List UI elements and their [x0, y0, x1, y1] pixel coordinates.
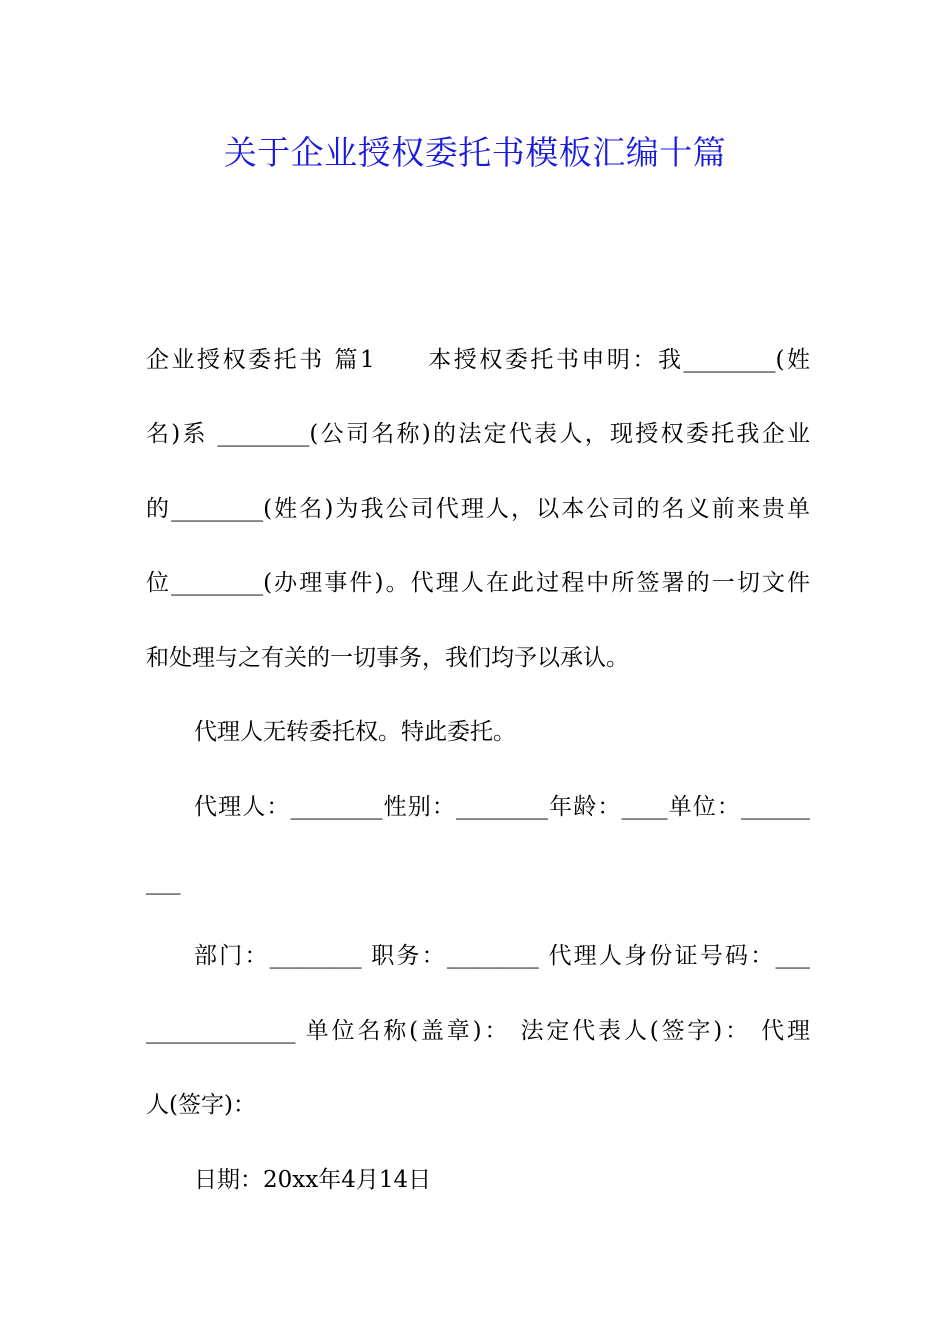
body-line-9: 部门：________ 职务：________ 代理人身份证号码：___	[194, 943, 810, 969]
body-line-3: 的________(姓名)为我公司代理人，以本公司的名义前来贵单	[146, 496, 810, 522]
body-line-2: 名)系 ________(公司名称)的法定代表人，现授权委托我企业	[146, 421, 810, 447]
body-line-10: _____________ 单位名称(盖章)： 法定代表人(签字)： 代理	[146, 1018, 810, 1044]
body-line-7: 代理人：________性别：________年龄：____单位：______	[194, 794, 810, 820]
body-line-5: 和处理与之有关的一切事务，我们均予以承认。	[146, 645, 629, 671]
document-title: 关于企业授权委托书模板汇编十篇	[223, 133, 727, 172]
body-line-12: 日期：20xx年4月14日	[194, 1167, 432, 1193]
body-line-11: 人(签字)：	[146, 1092, 256, 1118]
body-line-4: 位________(办理事件)。代理人在此过程中所签署的一切文件	[146, 570, 810, 596]
body-line-6: 代理人无转委托权。特此委托。	[194, 719, 516, 745]
body-line-8: ___	[146, 869, 181, 895]
body-line-1: 企业授权委托书 篇1 本授权委托书申明：我________(姓	[146, 347, 810, 373]
